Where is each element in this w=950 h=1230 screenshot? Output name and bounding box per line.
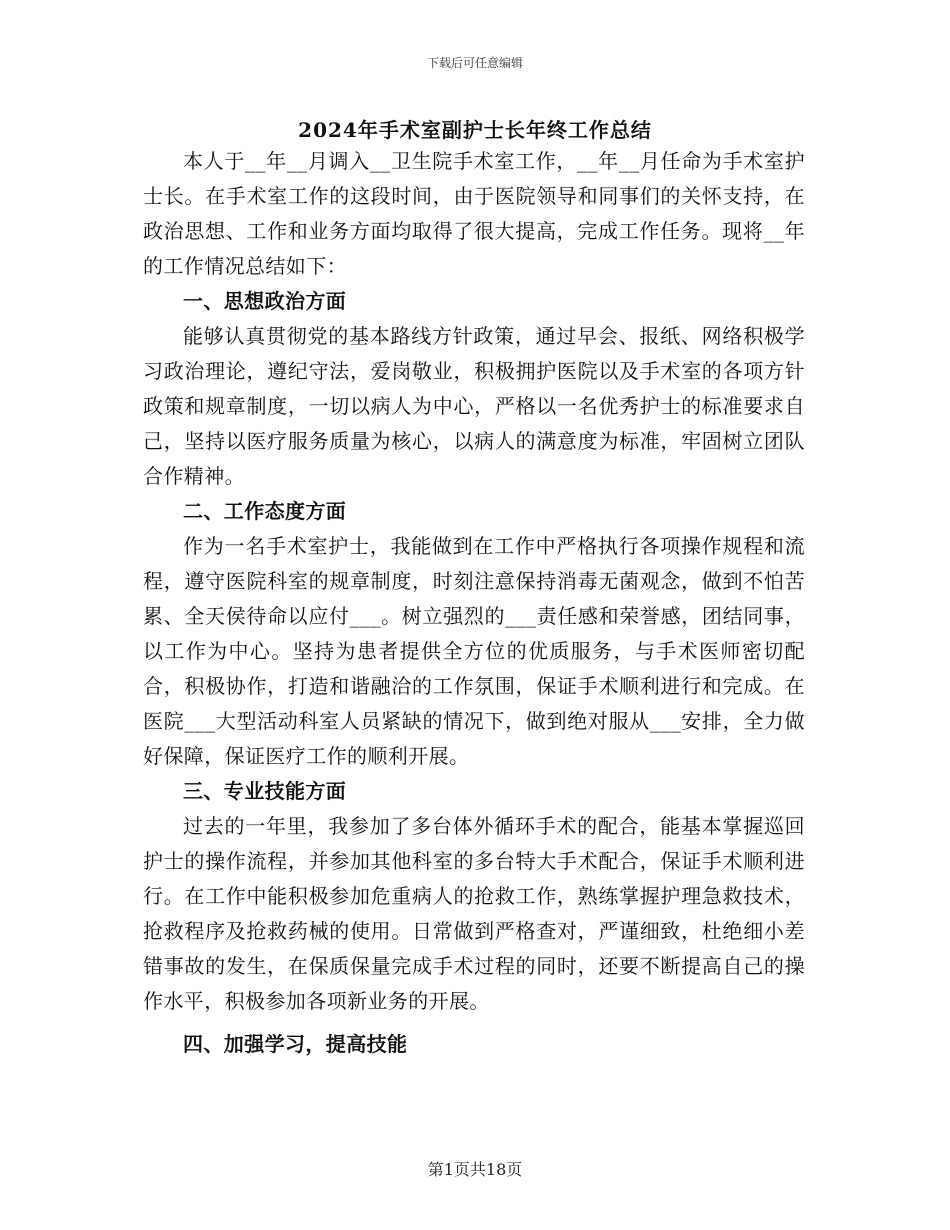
section-text-skills: 过去的一年里，我参加了多台体外循环手术的配合，能基本掌握巡回护士的操作流程，并参加其他科室的多台特大手术配合，保证手术顺利进行。在工作中能积极参加危重病人的抢救工作，熟练掌握护理急救技术，抢救程序及抢救药械的使用。日常做到严格查对，严谨细致，杜绝细小差错事故的发生，在保质保量完成手术过程的同时，还要不断提高自己的操作水平，积极参加各项新业务的开展。 [143,814,805,1013]
page-footer: 第1页共18页 [427,1160,523,1179]
section-heading-attitude: 二、工作态度方面 [183,499,347,523]
section-heading-skills: 三、专业技能方面 [183,779,347,803]
section-heading-politics: 一、思想政治方面 [183,289,347,313]
section-text-politics: 能够认真贯彻党的基本路线方针政策，通过早会、报纸、网络积极学习政治理论，遵纪守法，爱岗敬业，积极拥护医院以及手术室的各项方针政策和规章制度，一切以病人为中心，严格以一名优秀护士的标准要求自己，坚持以医疗服务质量为核心，以病人的满意度为标准，牢固树立团队合作精神。 [143,324,805,488]
document-title: 2024年手术室副护士长年终工作总结 [298,118,652,142]
intro-paragraph: 本人于__年__月调入__卫生院手术室工作，__年__月任命为手术室护士长。在手术室工作的这段时间，由于医院领导和同事们的关怀支持，在政治思想、工作和业务方面均取得了很大提高，完成工作任务。现将__年的工作情况总结如下： [143,149,805,278]
document-body [143,144,805,1062]
header-note: 下载后可任意编辑 [426,56,523,70]
section-text-attitude: 作为一名手术室护士，我能做到在工作中严格执行各项操作规程和流程，遵守医院科室的规章制度，时刻注意保持消毒无菌观念，做到不怕苦累、全天侯待命以应付___。树立强烈的___责任感和荣誉感，团结同事，以工作为中心。坚持为患者提供全方位的优质服务，与手术医师密切配合，积极协作，打造和谐融洽的工作氛围，保证手术顺利进行和完成。在医院___大型活动科室人员紧缺的情况下，做到绝对服从___安排，全力做好保障，保证医疗工作的顺利开展。 [143,534,805,768]
section-heading-learning: 四、加强学习，提高技能 [183,1032,408,1056]
